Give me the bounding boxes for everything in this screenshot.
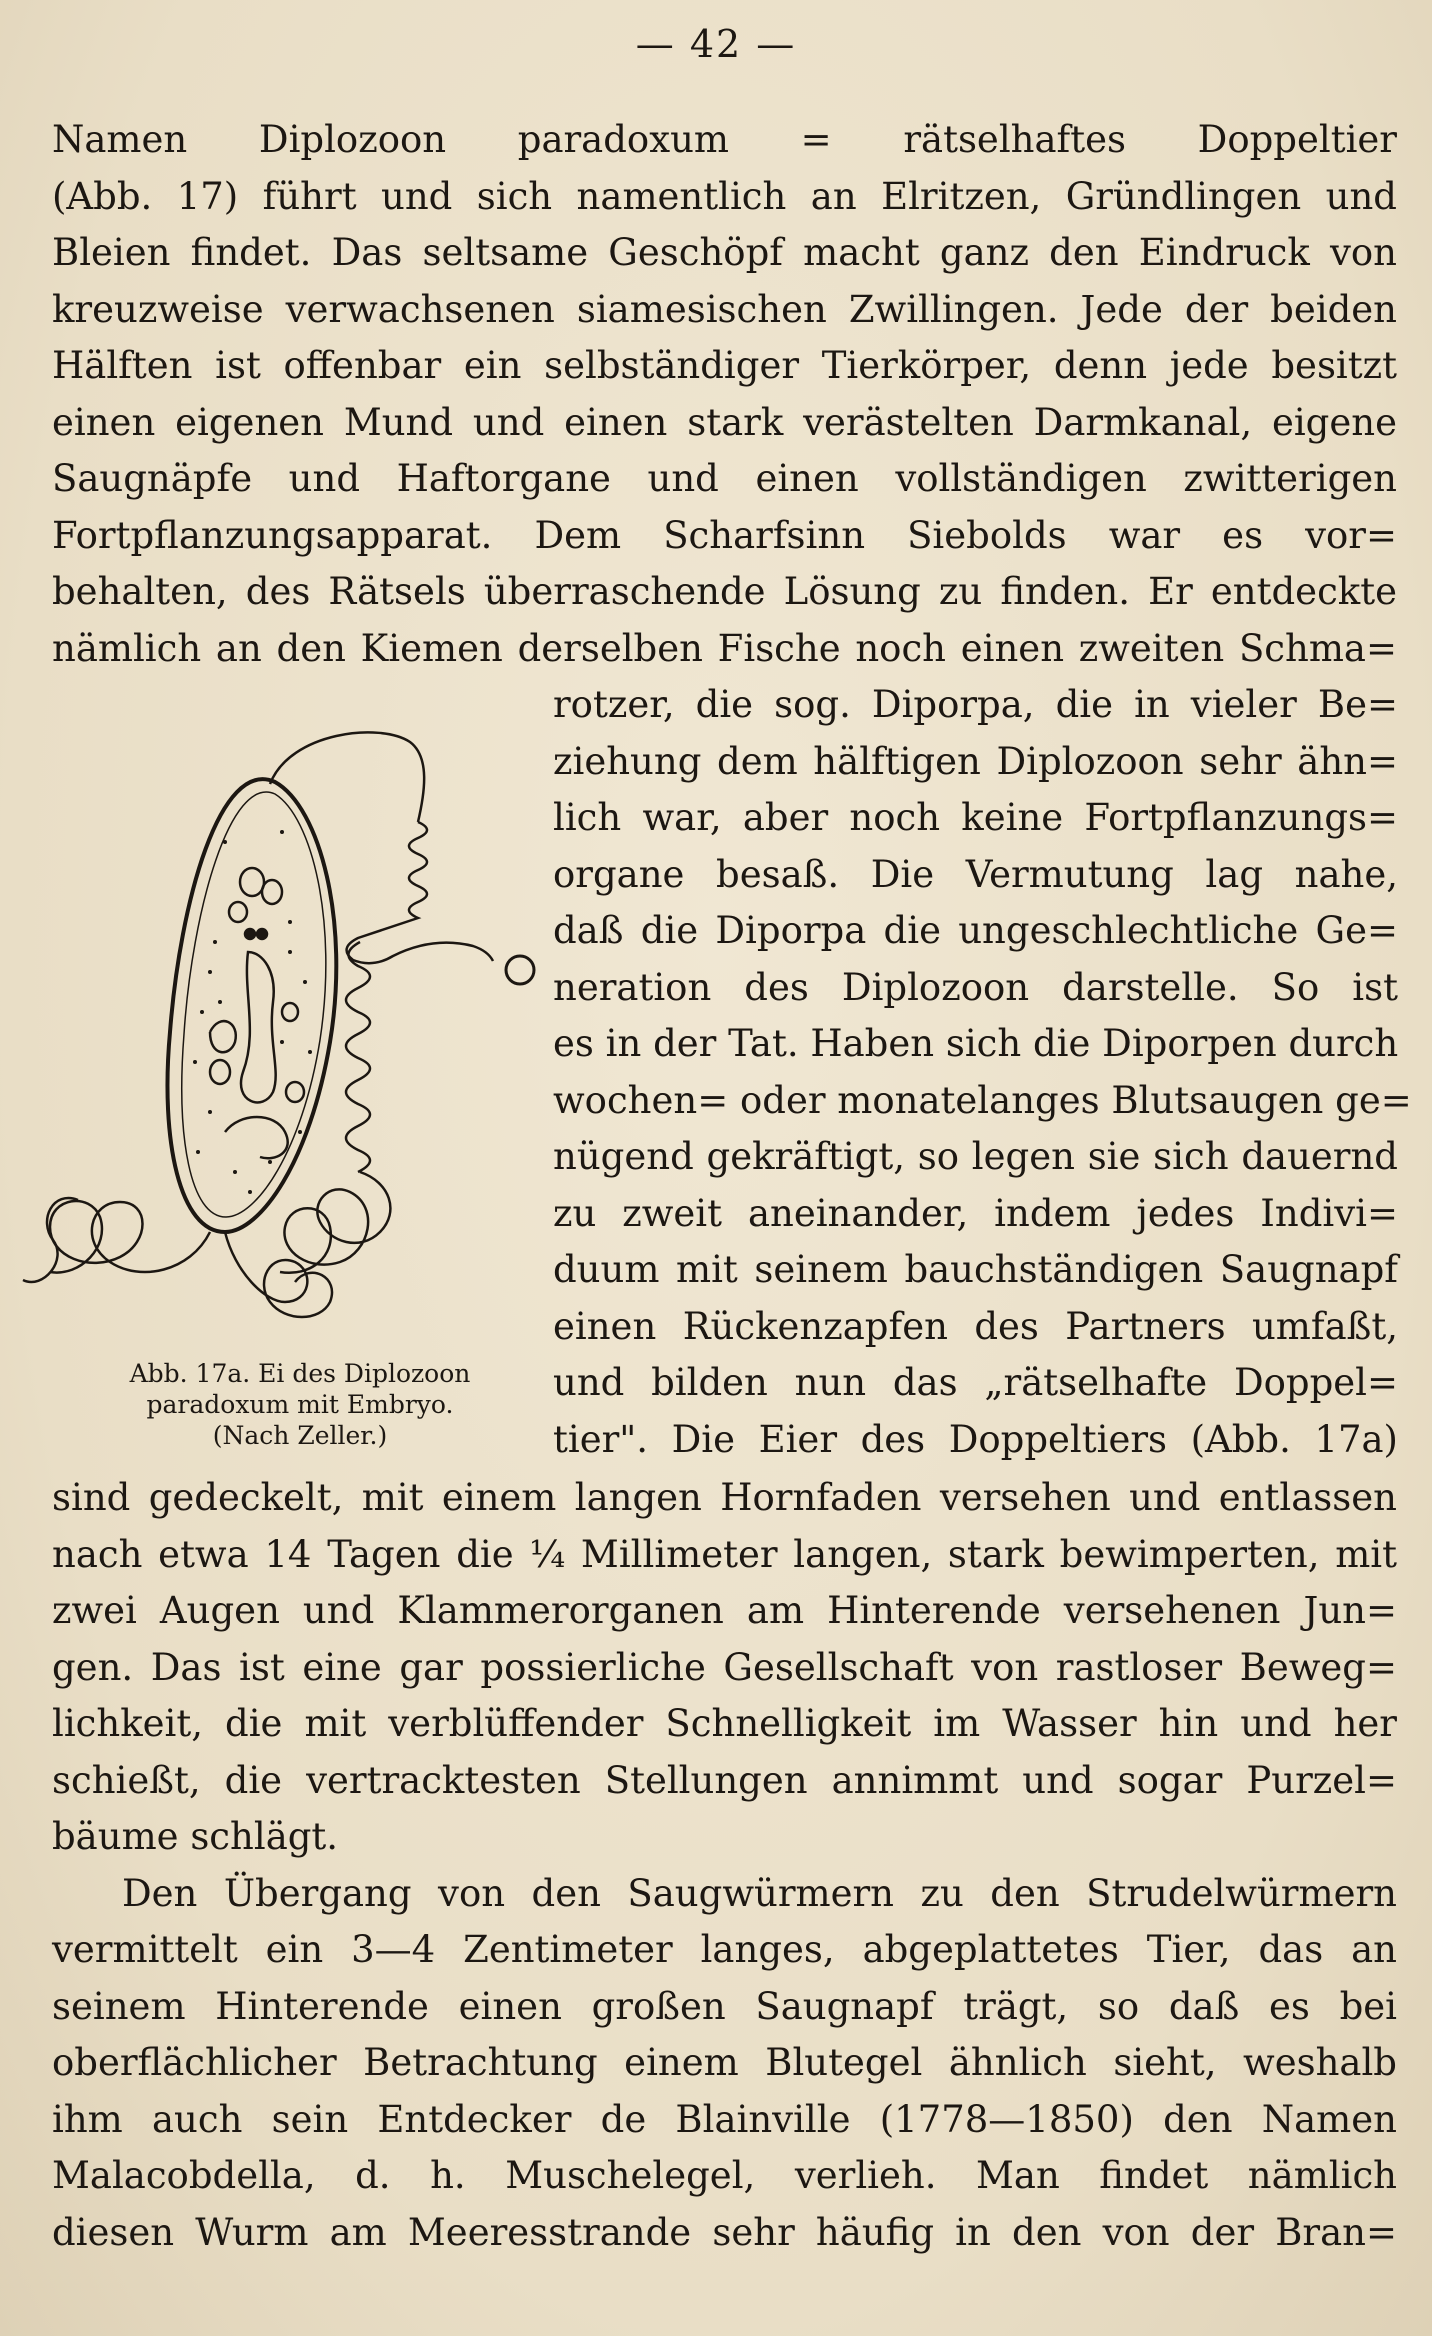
text-line: neration des Diplozoon darstelle. So ist (553, 965, 1398, 1009)
text-line: diesen Wurm am Meeresstrande sehr häufig in den von der Bran= (52, 2210, 1397, 2254)
text-line: (Abb. 17) führt und sich namentlich an Elritzen, Gründlingen und (52, 174, 1397, 218)
text-line: lichkeit, die mit verblüffender Schnelligkeit im Wasser hin und her (52, 1702, 1397, 1745)
text-line: ziehung dem hälftigen Diplozoon sehr ähn= (553, 739, 1398, 783)
text-line: zu zweit aneinander, indem jedes Indivi= (553, 1191, 1398, 1235)
text-line: seinem Hinterende einen großen Saugnapf trägt, so daß es bei (52, 1984, 1397, 2028)
text-line: ihm auch sein Entdecker de Blainville (1778—1850) den Namen (52, 2097, 1397, 2141)
text-line: Hälften ist offenbar ein selbständiger Tierkörper, denn jede besitzt (52, 344, 1397, 387)
text-line: rotzer, die sog. Diporpa, die in vieler Be= (553, 683, 1398, 726)
text-line: Namen Diplozoon paradoxum = rätselhaftes Doppeltier (52, 118, 1397, 161)
text-line: daß die Diporpa die ungeschlechtliche Ge= (553, 909, 1398, 952)
text-line: Den Übergang von den Saugwürmern zu den Strudelwürmern (122, 1871, 1397, 1915)
text-line: zwei Augen und Klammerorganen am Hinterende versehenen Jun= (52, 1589, 1397, 1632)
text-line: nach etwa 14 Tagen die ¼ Millimeter langen, stark bewimperten, mit (52, 1532, 1397, 1576)
text-line: duum mit seinem bauchständigen Saugnapf (553, 1248, 1398, 1291)
text-line: Malacobdella, d. h. Muschelegel, verlieh. Man findet nämlich (52, 2154, 1397, 2197)
text-line: es in der Tat. Haben sich die Diporpen durch (553, 1022, 1399, 1065)
text-line: Saugnäpfe und Haftorgane und einen vollständigen zwitterigen (52, 457, 1397, 500)
page-number: — 42 — (635, 22, 797, 66)
text-line: nügend gekräftigt, so legen sie sich dauernd (553, 1135, 1398, 1178)
text-line: lich war, aber noch keine Fortpflanzungs= (553, 796, 1398, 839)
text-line: tier". Die Eier des Doppeltiers (Abb. 17a) (553, 1417, 1398, 1461)
egg-illustration (20, 712, 540, 1352)
caption-line: Abb. 17a. Ei des Diplozoon (129, 1359, 471, 1388)
text-line: gen. Das ist eine gar possierliche Gesellschaft von rastloser Beweg= (52, 1645, 1397, 1689)
text-line: behalten, des Rätsels überraschende Lösung zu finden. Er entdeckte (52, 570, 1397, 613)
text-line: und bilden nun das „rätselhafte Doppel= (553, 1361, 1398, 1404)
text-line: sind gedeckelt, mit einem langen Hornfaden versehen und entlassen (52, 1476, 1397, 1519)
text-line: Fortpflanzungsapparat. Dem Scharfsinn Siebolds war es vor= (52, 513, 1397, 557)
text-line: bäume schlägt. (52, 1815, 339, 1858)
text-line: kreuzweise verwachsenen siamesischen Zwillingen. Jede der beiden (52, 287, 1397, 331)
text-line: nämlich an den Kiemen derselben Fische noch einen zweiten Schma= (52, 626, 1397, 670)
text-line: organe besaß. Die Vermutung lag nahe, (553, 852, 1398, 896)
text-line: vermittelt ein 3—4 Zentimeter langes, abgeplattetes Tier, das an (52, 1928, 1397, 1971)
figure-caption (60, 1358, 540, 1451)
text-line: einen eigenen Mund und einen stark verästelten Darmkanal, eigene (52, 400, 1397, 444)
text-line: einen Rückenzapfen des Partners umfaßt, (553, 1304, 1398, 1348)
caption-line: paradoxum mit Embryo. (146, 1390, 454, 1419)
bottom-paragraphs (52, 1470, 1397, 2261)
top-paragraph (52, 112, 1397, 677)
text-line: wochen= oder monatelanges Blutsaugen ge= (553, 1078, 1412, 1122)
text-line: schießt, die vertracktesten Stellungen annimmt und sogar Purzel= (52, 1758, 1397, 1802)
text-line: oberflächlicher Betrachtung einem Blutegel ähnlich sieht, weshalb (52, 2041, 1397, 2084)
right-column-text (553, 677, 1412, 1468)
text-line: Bleien findet. Das seltsame Geschöpf macht ganz den Eindruck von (52, 231, 1397, 274)
caption-line: (Nach Zeller.) (212, 1421, 388, 1450)
